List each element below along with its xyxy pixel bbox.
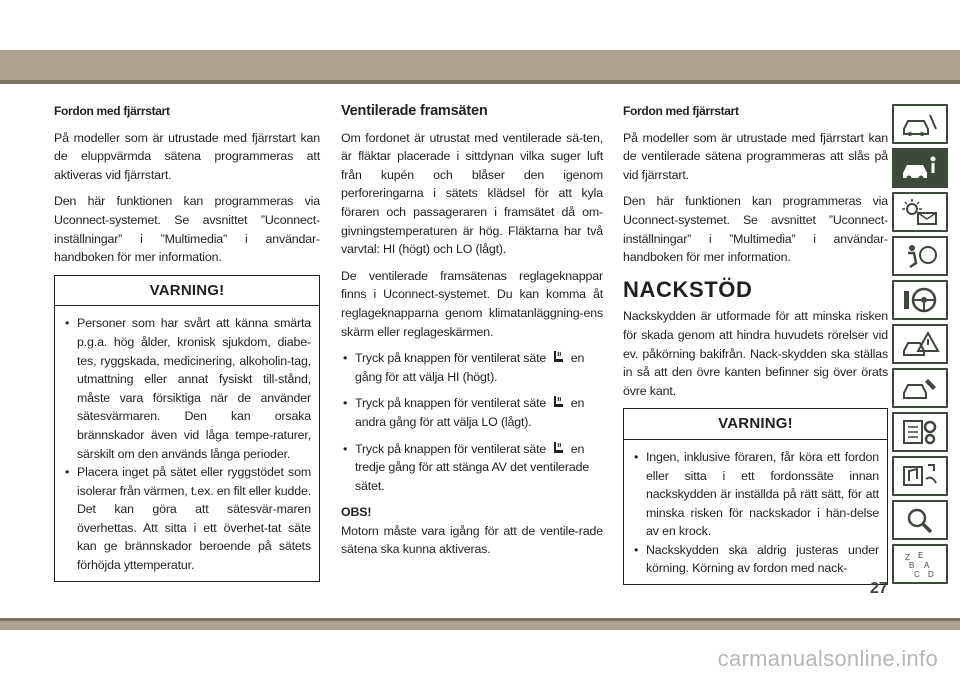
list-item-text: Tryck på knappen för ventilerat säte: [355, 396, 547, 411]
list-item-text: en gång för att välja HI (högt).: [355, 351, 585, 384]
list-item-text: en tredje gång för att stänga AV det ventilerade sätet.: [355, 441, 590, 493]
subheading-remote-start: Fordon med fjärrstart: [623, 104, 739, 118]
tab-index[interactable]: [892, 544, 948, 584]
tab-emergency[interactable]: [892, 324, 948, 364]
warning-box: [623, 408, 888, 585]
tab-safety[interactable]: [892, 236, 948, 276]
list-item: [341, 440, 603, 496]
tab-search[interactable]: [892, 500, 948, 540]
note-label: OBS!: [341, 505, 372, 520]
header-band: [0, 50, 960, 80]
svg-text:E: E: [918, 551, 924, 560]
paragraph: Den här funktionen kan programmeras via Uconnect-systemet. Se avsnittet ”Uconnect-inställningar” i ”Multimedia” i användar-handboken för mer information.: [54, 194, 320, 265]
header-rule: [0, 80, 960, 84]
svg-text:D: D: [928, 570, 934, 579]
warning-title: VARNING!: [55, 276, 319, 307]
section-title-headrests: NACKSTÖD: [623, 276, 753, 302]
list-item: [341, 349, 603, 386]
tab-starting-operating[interactable]: [892, 280, 948, 320]
svg-text:Z: Z: [905, 553, 910, 562]
ventilated-seat-icon: [551, 395, 565, 409]
car-wrench-icon: [900, 373, 940, 403]
warning-item: • Personer som har svårt att känna smärta p.g.a. hög ålder, kronisk sjukdom, diabe-tes, ryggskada, medicinering, alkoholin-tag, utmattning eller annat fysiskt till-stånd, måste vara försiktiga när de använder sätesvärmaren. Den kan orsaka brännskador även vid låga tempe-raturer, särskilt om den används långa perioder.: [63, 314, 311, 463]
car-info-icon: [900, 153, 940, 183]
note-text: Motorn måste vara igång för att de ventile-rade sätena ska kunna aktiveras.: [341, 523, 603, 557]
page-number: 27: [870, 580, 888, 597]
paragraph: De ventilerade framsätenas reglageknappar finns i Uconnect-systemet. Du kan komma åt reglageknapparna genom klimatanläggning-ens skärm eller reglageskärmen.: [341, 268, 603, 339]
light-message-icon: [900, 197, 940, 227]
airbag-icon: [900, 241, 940, 271]
tab-specifications[interactable]: [892, 412, 948, 452]
column-3: [623, 102, 888, 585]
steering-wheel-icon: [900, 285, 940, 315]
section-heading-ventilated-seats: Ventilerade framsäten: [341, 103, 488, 119]
list-item-text: en andra gång för att välja LO (lågt).: [355, 396, 585, 429]
svg-text:C: C: [914, 570, 920, 579]
warning-item: • Nackskydden ska aldrig justeras under körning. Körning av fordon med nack-: [632, 541, 879, 578]
warning-item: • Placera inget på sätet eller ryggstödet som isolerar från värmen, t.ex. en filt eller kudde. Det kan göra att sätesvär-maren överhettas. Att sitta i ett överhet-tat säte kan ge brännskador beroende på sätets förhöjda yttemperatur.: [63, 463, 311, 575]
list-item: [341, 394, 603, 431]
paragraph: Om fordonet är utrustat med ventilerade sä-ten, är fläktar placerade i sittdynan vilka suger luft från kupén och blåser den igenom perforeringarna i sätets klädsel för att kyla föraren och passageraren i framsätet då om-givningstemperaturen är hög. Fläktarna har två varvtal: HI (högt) och LO (lågt).: [341, 130, 603, 257]
paragraph: Den här funktionen kan programmeras via Uconnect-systemet. Se avsnittet ”Uconnect-inställningar” i ”Multimedia” i användar-handboken för mer information.: [623, 194, 888, 265]
warning-item: • Ingen, inklusive föraren, får köra ett fordon eller sitta i ett fordonssäte innan nackskydden är inställda på rätt sätt, för att minska risken för nackskador i hän-delse av en krock.: [632, 448, 879, 541]
paragraph: Nackskydden är utformade för att minska risken för skada genom att hindra huvudets rörelser vid ev. påkörning bakifrån. Nack-skydden ska ställas in så att den övre kanten befinner sig över örats övre kant.: [623, 309, 888, 398]
ventilated-seat-icon: [551, 350, 565, 364]
car-tools-icon: [900, 109, 940, 139]
paragraph: På modeller som är utrustade med fjärrstart kan de ventilerade sätena programmeras att slås på vid fjärrstart.: [623, 130, 888, 182]
checklist-gear-icon: [900, 417, 940, 447]
tab-car-tools[interactable]: [892, 104, 948, 144]
svg-text:B: B: [909, 561, 915, 570]
warning-title: VARNING!: [624, 409, 887, 440]
subheading-remote-start: Fordon med fjärrstart: [54, 104, 170, 118]
svg-text:A: A: [924, 561, 930, 570]
column-2: [341, 102, 603, 567]
watermark: carmanualsonline.info: [717, 646, 938, 671]
music-navigation-icon: [900, 461, 940, 491]
paragraph: På modeller som är utrustade med fjärrstart kan de eluppvärmda sätena programmeras att aktiveras vid fjärrstart.: [54, 130, 320, 182]
column-1: [54, 102, 320, 582]
tab-car-info[interactable]: [892, 148, 948, 188]
list-item-text: Tryck på knappen för ventilerat säte: [355, 351, 547, 366]
search-icon: [900, 505, 940, 535]
index-letters-icon: [900, 549, 940, 579]
tab-lights-messages[interactable]: [892, 192, 948, 232]
tab-servicing[interactable]: [892, 368, 948, 408]
list-item-text: Tryck på knappen för ventilerat säte: [355, 441, 547, 456]
footer-band: [0, 618, 960, 630]
warning-box: [54, 275, 320, 582]
ventilated-seat-icon: [551, 441, 565, 455]
warning-car-icon: [900, 329, 940, 359]
tab-multimedia[interactable]: [892, 456, 948, 496]
chapter-tabs: [892, 104, 948, 588]
